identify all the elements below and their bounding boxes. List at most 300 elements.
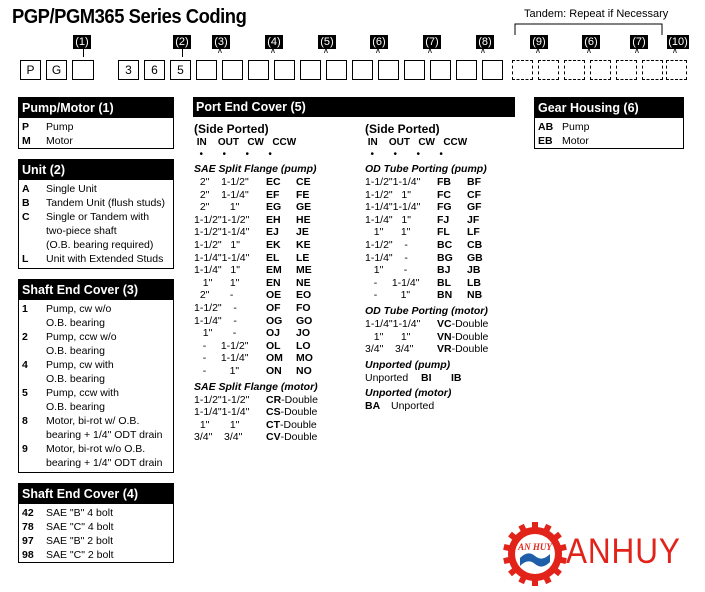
tandem-code-box bbox=[512, 60, 533, 80]
port-code-row bbox=[365, 239, 525, 252]
position-chevron-icon: ∧ bbox=[427, 46, 433, 55]
port-sizes: 1-1/2"1-1/2" bbox=[194, 213, 250, 226]
position-chevron-icon: ∧ bbox=[586, 46, 592, 55]
ccw-code: -Double bbox=[451, 330, 489, 343]
section-title: OD Tube Porting (motor) bbox=[365, 304, 488, 317]
pump-motor-panel bbox=[18, 97, 174, 149]
item-code: 9 bbox=[22, 443, 28, 455]
code-box bbox=[326, 60, 347, 80]
cw-code: FB bbox=[437, 176, 451, 188]
port-end-cover-frame bbox=[193, 97, 515, 117]
port-sizes: 1-1/4"1-1/4" bbox=[365, 317, 421, 330]
tandem-code-box bbox=[666, 60, 687, 80]
item-description: SAE "B" 4 bolt bbox=[46, 507, 113, 519]
position-label: (7) bbox=[423, 35, 441, 49]
port-sizes: 2" 1-1/4" bbox=[194, 188, 249, 201]
item-description: O.B. bearing bbox=[46, 345, 105, 357]
item-description: O.B. bearing bbox=[46, 401, 105, 413]
ccw-code: GB bbox=[467, 251, 483, 264]
tandem-code-box bbox=[642, 60, 663, 80]
position-label: (1) bbox=[73, 35, 91, 49]
ccw-code: HE bbox=[296, 213, 311, 226]
item-code: 4 bbox=[22, 359, 28, 371]
port-sizes: 1-1/2"1-1/4" bbox=[194, 226, 250, 239]
code-box bbox=[378, 60, 399, 80]
shaft-end-cover-3-list bbox=[19, 300, 173, 470]
tandem-code-box bbox=[538, 60, 559, 80]
cw-code: EC bbox=[266, 176, 281, 188]
port-code-row bbox=[194, 419, 364, 432]
port-sizes: 2" 1" bbox=[194, 201, 240, 214]
ccw-code: LE bbox=[296, 251, 310, 264]
cw-code: FJ bbox=[437, 213, 450, 226]
list-item bbox=[22, 196, 170, 210]
port-sizes: 1-1/4" - bbox=[194, 314, 237, 327]
port-sizes: 1-1/4" 1" bbox=[194, 264, 240, 277]
list-item bbox=[22, 182, 170, 196]
port-code-row bbox=[194, 226, 364, 239]
port-code-row bbox=[194, 214, 364, 227]
port-code-row bbox=[365, 176, 525, 189]
port-end-left-column bbox=[194, 122, 364, 444]
position-chevron-icon: ∧ bbox=[535, 46, 541, 55]
ccw-code: ME bbox=[296, 264, 312, 277]
section-title: OD Tube Porting (pump) bbox=[365, 163, 487, 175]
item-description: Motor bbox=[46, 135, 73, 147]
port-code-row bbox=[194, 327, 364, 340]
port-sizes: 1-1/2" - bbox=[194, 301, 237, 314]
port-code-row bbox=[365, 189, 525, 202]
list-item bbox=[22, 134, 170, 148]
port-end-right-column bbox=[365, 122, 525, 413]
item-description: O.B. bearing bbox=[46, 317, 105, 329]
item-description: Motor bbox=[562, 135, 589, 147]
list-item bbox=[22, 238, 170, 252]
ccw-code: FO bbox=[296, 301, 311, 314]
cw-code: FC bbox=[437, 188, 451, 201]
port-code-row bbox=[365, 343, 525, 356]
port-sizes: 1-1/2" - bbox=[365, 238, 408, 251]
list-item bbox=[22, 548, 170, 562]
column-bullets: • • • • bbox=[194, 149, 272, 160]
position-tick bbox=[83, 49, 84, 57]
cw-code: EJ bbox=[266, 226, 279, 239]
code-box bbox=[196, 60, 217, 80]
port-code-row bbox=[194, 394, 364, 407]
port-sizes: 3/4" 3/4" bbox=[365, 343, 414, 356]
item-description: Pump, cw with bbox=[46, 359, 114, 371]
shaft-end-cover-3-panel bbox=[18, 279, 174, 473]
code-box bbox=[72, 60, 94, 80]
item-code: EB bbox=[538, 135, 553, 147]
ccw-code: JE bbox=[296, 226, 309, 239]
port-code-row bbox=[194, 365, 364, 378]
position-label: (4) bbox=[265, 35, 283, 49]
item-code: 98 bbox=[22, 549, 34, 561]
item-description: SAE "C" 2 bolt bbox=[46, 549, 114, 561]
tandem-code-box bbox=[590, 60, 611, 80]
port-sizes: 2" 1-1/2" bbox=[194, 176, 249, 188]
list-item bbox=[538, 120, 680, 134]
port-code-row bbox=[365, 201, 525, 214]
code-box: P bbox=[20, 60, 41, 80]
ccw-code: MO bbox=[296, 352, 313, 365]
ccw-code: BF bbox=[467, 176, 481, 188]
gear-housing-title: Gear Housing (6) bbox=[535, 98, 683, 118]
shaft-end-cover-3-title: Shaft End Cover (3) bbox=[19, 280, 173, 300]
port-code-row bbox=[365, 331, 525, 344]
cw-code: VR bbox=[437, 343, 452, 356]
code-box bbox=[482, 60, 503, 80]
ccw-code: -Double bbox=[451, 317, 489, 330]
item-description: bearing + 1/4" ODT drain bbox=[46, 429, 163, 441]
ccw-code: CB bbox=[467, 238, 483, 251]
item-description: two-piece shaft bbox=[46, 225, 117, 237]
item-code: 5 bbox=[22, 387, 28, 399]
list-item bbox=[22, 344, 170, 358]
position-label: (10) bbox=[668, 36, 688, 48]
section-title: Unported (motor) bbox=[365, 387, 452, 400]
tandem-code-box bbox=[564, 60, 585, 80]
cw-code: BG bbox=[437, 251, 453, 264]
section-title: Unported (pump) bbox=[365, 358, 451, 371]
item-code: 97 bbox=[22, 535, 34, 547]
code-box bbox=[274, 60, 295, 80]
ccw-code: NB bbox=[467, 289, 483, 302]
port-sizes: 1" - bbox=[365, 264, 408, 277]
item-description: Pump, ccw with bbox=[46, 387, 119, 399]
gear-housing-list bbox=[535, 118, 683, 148]
position-chevron-icon: ∧ bbox=[634, 46, 640, 55]
cw-code: FG bbox=[437, 201, 452, 214]
ccw-code: -Double bbox=[280, 406, 318, 419]
port-sizes: 1-1/2"1-1/4" bbox=[365, 176, 421, 188]
position-chevron-icon: ∧ bbox=[323, 46, 329, 55]
list-item bbox=[22, 386, 170, 400]
cw-code: EK bbox=[266, 238, 281, 251]
port-sizes: 1-1/4"1-1/4" bbox=[194, 251, 250, 264]
list-item bbox=[22, 210, 170, 224]
port-code-row bbox=[365, 372, 525, 385]
port-code-row bbox=[194, 302, 364, 315]
port-sizes: 1-1/4"1-1/4" bbox=[194, 406, 250, 419]
cw-code: BJ bbox=[437, 264, 451, 277]
ccw-code: IB bbox=[451, 371, 462, 384]
item-code: 2 bbox=[22, 331, 28, 343]
list-item bbox=[22, 316, 170, 330]
port-sizes: 1-1/4"1-1/4" bbox=[365, 201, 421, 214]
item-code bbox=[22, 400, 46, 414]
port-code-row bbox=[194, 189, 364, 202]
position-chevron-icon: ∧ bbox=[480, 46, 486, 55]
tandem-note: Tandem: Repeat if Necessary bbox=[524, 8, 669, 20]
list-item bbox=[22, 442, 170, 456]
cw-code: BL bbox=[437, 276, 451, 289]
port-sizes: 1" 1" bbox=[365, 226, 411, 239]
ccw-code: JF bbox=[467, 213, 480, 226]
tandem-code-box bbox=[616, 60, 637, 80]
cw-code: CS bbox=[266, 406, 281, 419]
item-code: 8 bbox=[22, 415, 28, 427]
unit-title: Unit (2) bbox=[19, 160, 173, 180]
pump-motor-title: Pump/Motor (1) bbox=[19, 98, 173, 118]
list-item bbox=[22, 224, 170, 238]
side-ported-heading: (Side Ported) bbox=[194, 122, 269, 136]
list-item bbox=[22, 302, 170, 316]
port-sizes: 1-1/2"1-1/2" bbox=[194, 393, 250, 406]
list-item bbox=[22, 414, 170, 428]
list-item bbox=[22, 358, 170, 372]
item-code bbox=[22, 372, 46, 386]
position-label: (7) bbox=[630, 35, 648, 49]
column-header: IN OUT CW CCW bbox=[365, 137, 468, 148]
port-code-row bbox=[194, 431, 364, 444]
code-box bbox=[430, 60, 451, 80]
cw-code: OG bbox=[266, 314, 283, 327]
unit-list bbox=[19, 180, 173, 266]
item-code: AB bbox=[538, 121, 554, 133]
port-code-row bbox=[194, 239, 364, 252]
ccw-code: LF bbox=[467, 226, 480, 239]
section-title: SAE Split Flange (pump) bbox=[194, 163, 317, 175]
port-code-row bbox=[194, 315, 364, 328]
ccw-code: KE bbox=[296, 238, 311, 251]
cw-code: OL bbox=[266, 339, 281, 352]
port-end-cover-title: Port End Cover (5) bbox=[193, 97, 515, 117]
port-sizes: 1-1/4" 1" bbox=[365, 213, 411, 226]
item-code: L bbox=[22, 253, 29, 265]
port-sizes: 1" 1" bbox=[365, 330, 411, 343]
ccw-code: CF bbox=[467, 188, 481, 201]
ccw-code: NO bbox=[296, 364, 312, 377]
cw-code: EH bbox=[266, 213, 281, 226]
port-sizes: - 1-1/4" bbox=[365, 276, 420, 289]
port-sizes: 3/4" 3/4" bbox=[194, 431, 243, 444]
cw-code: CV bbox=[266, 431, 281, 444]
port-code-row bbox=[194, 252, 364, 265]
cw-code: VN bbox=[437, 330, 452, 343]
port-code-row bbox=[365, 252, 525, 265]
port-code-row bbox=[194, 340, 364, 353]
port-code-row bbox=[365, 264, 525, 277]
port-sizes: 1-1/2" 1" bbox=[365, 188, 411, 201]
item-description: SAE "B" 2 bolt bbox=[46, 535, 113, 547]
position-chevron-icon: ∧ bbox=[672, 46, 678, 55]
position-label: (9) bbox=[530, 35, 548, 49]
port-sizes: 1-1/4" - bbox=[365, 251, 408, 264]
port-code-row bbox=[194, 201, 364, 214]
list-item bbox=[22, 252, 170, 266]
item-code: C bbox=[22, 211, 30, 223]
item-description: Pump bbox=[46, 121, 74, 133]
item-description: Pump bbox=[562, 121, 590, 133]
port-sizes: 1" 1" bbox=[194, 276, 240, 289]
item-code bbox=[22, 316, 46, 330]
code-box: 5 bbox=[170, 60, 191, 80]
cw-code: OF bbox=[266, 301, 281, 314]
item-code: 1 bbox=[22, 303, 28, 315]
gear-housing-panel bbox=[534, 97, 684, 149]
ccw-code: NE bbox=[296, 276, 311, 289]
brand-name: ANHUY bbox=[566, 532, 681, 571]
ccw-code: CE bbox=[296, 176, 311, 188]
cw-code: EL bbox=[266, 251, 280, 264]
ccw-code: FE bbox=[296, 188, 310, 201]
item-description: Unit with Extended Studs bbox=[46, 253, 164, 265]
port-sizes: - 1-1/4" bbox=[194, 352, 249, 365]
list-item bbox=[22, 400, 170, 414]
side-ported-heading: (Side Ported) bbox=[365, 122, 440, 136]
item-code bbox=[22, 428, 46, 442]
cw-code: FL bbox=[437, 226, 450, 239]
item-description: Tandem Unit (flush studs) bbox=[46, 197, 166, 209]
ccw-code: -Double bbox=[280, 418, 317, 431]
cw-code: CT bbox=[266, 418, 280, 431]
item-code: B bbox=[22, 197, 30, 209]
cw-code: OE bbox=[266, 289, 282, 302]
port-code-row bbox=[365, 318, 525, 331]
port-sizes: Unported bbox=[365, 371, 409, 384]
port-sizes: - 1-1/2" bbox=[194, 339, 249, 352]
item-description: Single or Tandem with bbox=[46, 211, 150, 223]
tandem-bracket bbox=[514, 20, 664, 36]
list-item bbox=[22, 506, 170, 520]
position-label: (8) bbox=[476, 35, 494, 49]
ccw-code: LO bbox=[296, 339, 311, 352]
item-code bbox=[22, 224, 46, 238]
logo-badge-text: AN HUY bbox=[518, 542, 552, 552]
code-box bbox=[248, 60, 269, 80]
code-box bbox=[222, 60, 243, 80]
port-sizes: BA bbox=[365, 400, 381, 413]
item-description: O.B. bearing bbox=[46, 373, 105, 385]
ccw-code: JO bbox=[296, 327, 311, 340]
cw-code: ON bbox=[266, 364, 282, 377]
item-description: bearing + 1/4" ODT drain bbox=[46, 457, 163, 469]
port-code-row bbox=[194, 406, 364, 419]
port-code-row bbox=[194, 352, 364, 365]
column-header: IN OUT CW CCW bbox=[194, 137, 297, 148]
cw-code: CR bbox=[266, 393, 282, 406]
list-item bbox=[22, 456, 170, 470]
unit-panel bbox=[18, 159, 174, 269]
list-item bbox=[22, 428, 170, 442]
anhuy-gear-logo-icon bbox=[500, 520, 570, 588]
port-sizes: 1" - bbox=[194, 327, 237, 340]
shaft-end-cover-4-panel bbox=[18, 483, 174, 563]
list-item bbox=[22, 534, 170, 548]
item-description: Motor, bi-rot w/ O.B. bbox=[46, 415, 140, 427]
item-description: Single Unit bbox=[46, 183, 97, 195]
item-code: 42 bbox=[22, 507, 34, 519]
ccw-code: JB bbox=[467, 264, 481, 277]
list-item bbox=[22, 372, 170, 386]
port-code-row bbox=[194, 289, 364, 302]
item-description: Motor, bi-rot w/o O.B. bbox=[46, 443, 146, 455]
cw-code: BC bbox=[437, 238, 453, 251]
item-description: (O.B. bearing required) bbox=[46, 239, 154, 251]
position-label: (6) bbox=[370, 35, 388, 49]
item-description: Pump, cw w/o bbox=[46, 303, 112, 315]
section-title: SAE Split Flange (motor) bbox=[194, 380, 318, 393]
cw-code: EN bbox=[266, 276, 281, 289]
cw-code: EF bbox=[266, 188, 280, 201]
cw-code: BN bbox=[437, 289, 453, 302]
position-label: (3) bbox=[212, 35, 230, 49]
pump-motor-list bbox=[19, 118, 173, 148]
position-chevron-icon: ∧ bbox=[375, 46, 381, 55]
ccw-code: -Double bbox=[451, 343, 489, 356]
item-code: P bbox=[22, 121, 30, 133]
list-item bbox=[22, 520, 170, 534]
port-sizes: 2" - bbox=[194, 289, 234, 302]
port-code-row bbox=[365, 277, 525, 290]
code-box: 6 bbox=[144, 60, 165, 80]
list-item bbox=[538, 134, 680, 148]
port-code-row bbox=[365, 214, 525, 227]
position-tick bbox=[182, 49, 183, 57]
ccw-code: GO bbox=[296, 314, 313, 327]
cw-code: OJ bbox=[266, 327, 281, 340]
cw-code: EM bbox=[266, 264, 282, 277]
code-box bbox=[300, 60, 321, 80]
port-code-row bbox=[194, 277, 364, 290]
port-sizes: 1" 1" bbox=[194, 418, 240, 431]
column-bullets: • • • • bbox=[365, 149, 443, 160]
list-item bbox=[22, 330, 170, 344]
ccw-code: GF bbox=[467, 201, 482, 214]
item-code: M bbox=[22, 135, 31, 147]
port-code-row bbox=[194, 176, 364, 189]
shaft-end-cover-4-list bbox=[19, 504, 173, 562]
shaft-end-cover-4-title: Shaft End Cover (4) bbox=[19, 484, 173, 504]
item-code bbox=[22, 456, 46, 470]
item-code: 78 bbox=[22, 521, 34, 533]
page-title: PGP/PGM365 Series Coding bbox=[12, 6, 247, 28]
item-code bbox=[22, 344, 46, 358]
port-sizes: - 1" bbox=[365, 289, 411, 302]
cw-code: EG bbox=[266, 201, 282, 214]
port-sizes: 1-1/2" 1" bbox=[194, 238, 240, 251]
ccw-code: EO bbox=[296, 289, 312, 302]
code-box bbox=[404, 60, 425, 80]
code-box bbox=[352, 60, 373, 80]
port-code-row bbox=[194, 264, 364, 277]
cw-code: OM bbox=[266, 352, 283, 365]
cw-code: Unported bbox=[391, 400, 435, 413]
code-box: 3 bbox=[118, 60, 139, 80]
item-code bbox=[22, 238, 46, 252]
position-label: (6) bbox=[582, 35, 600, 49]
cw-code: BI bbox=[421, 371, 432, 384]
item-code: A bbox=[22, 183, 30, 195]
ccw-code: LB bbox=[467, 276, 481, 289]
cw-code: VC bbox=[437, 317, 452, 330]
ccw-code: -Double bbox=[281, 393, 318, 406]
item-description: SAE "C" 4 bolt bbox=[46, 521, 114, 533]
port-sizes: - 1" bbox=[194, 364, 240, 377]
list-item bbox=[22, 120, 170, 134]
port-code-row bbox=[365, 226, 525, 239]
port-code-row bbox=[365, 400, 525, 413]
port-code-row bbox=[365, 289, 525, 302]
ccw-code: GE bbox=[296, 201, 312, 214]
item-description: Pump, ccw w/o bbox=[46, 331, 117, 343]
position-label: (5) bbox=[318, 35, 336, 49]
code-box bbox=[456, 60, 477, 80]
ccw-code: -Double bbox=[280, 431, 318, 444]
code-box: G bbox=[46, 60, 67, 80]
